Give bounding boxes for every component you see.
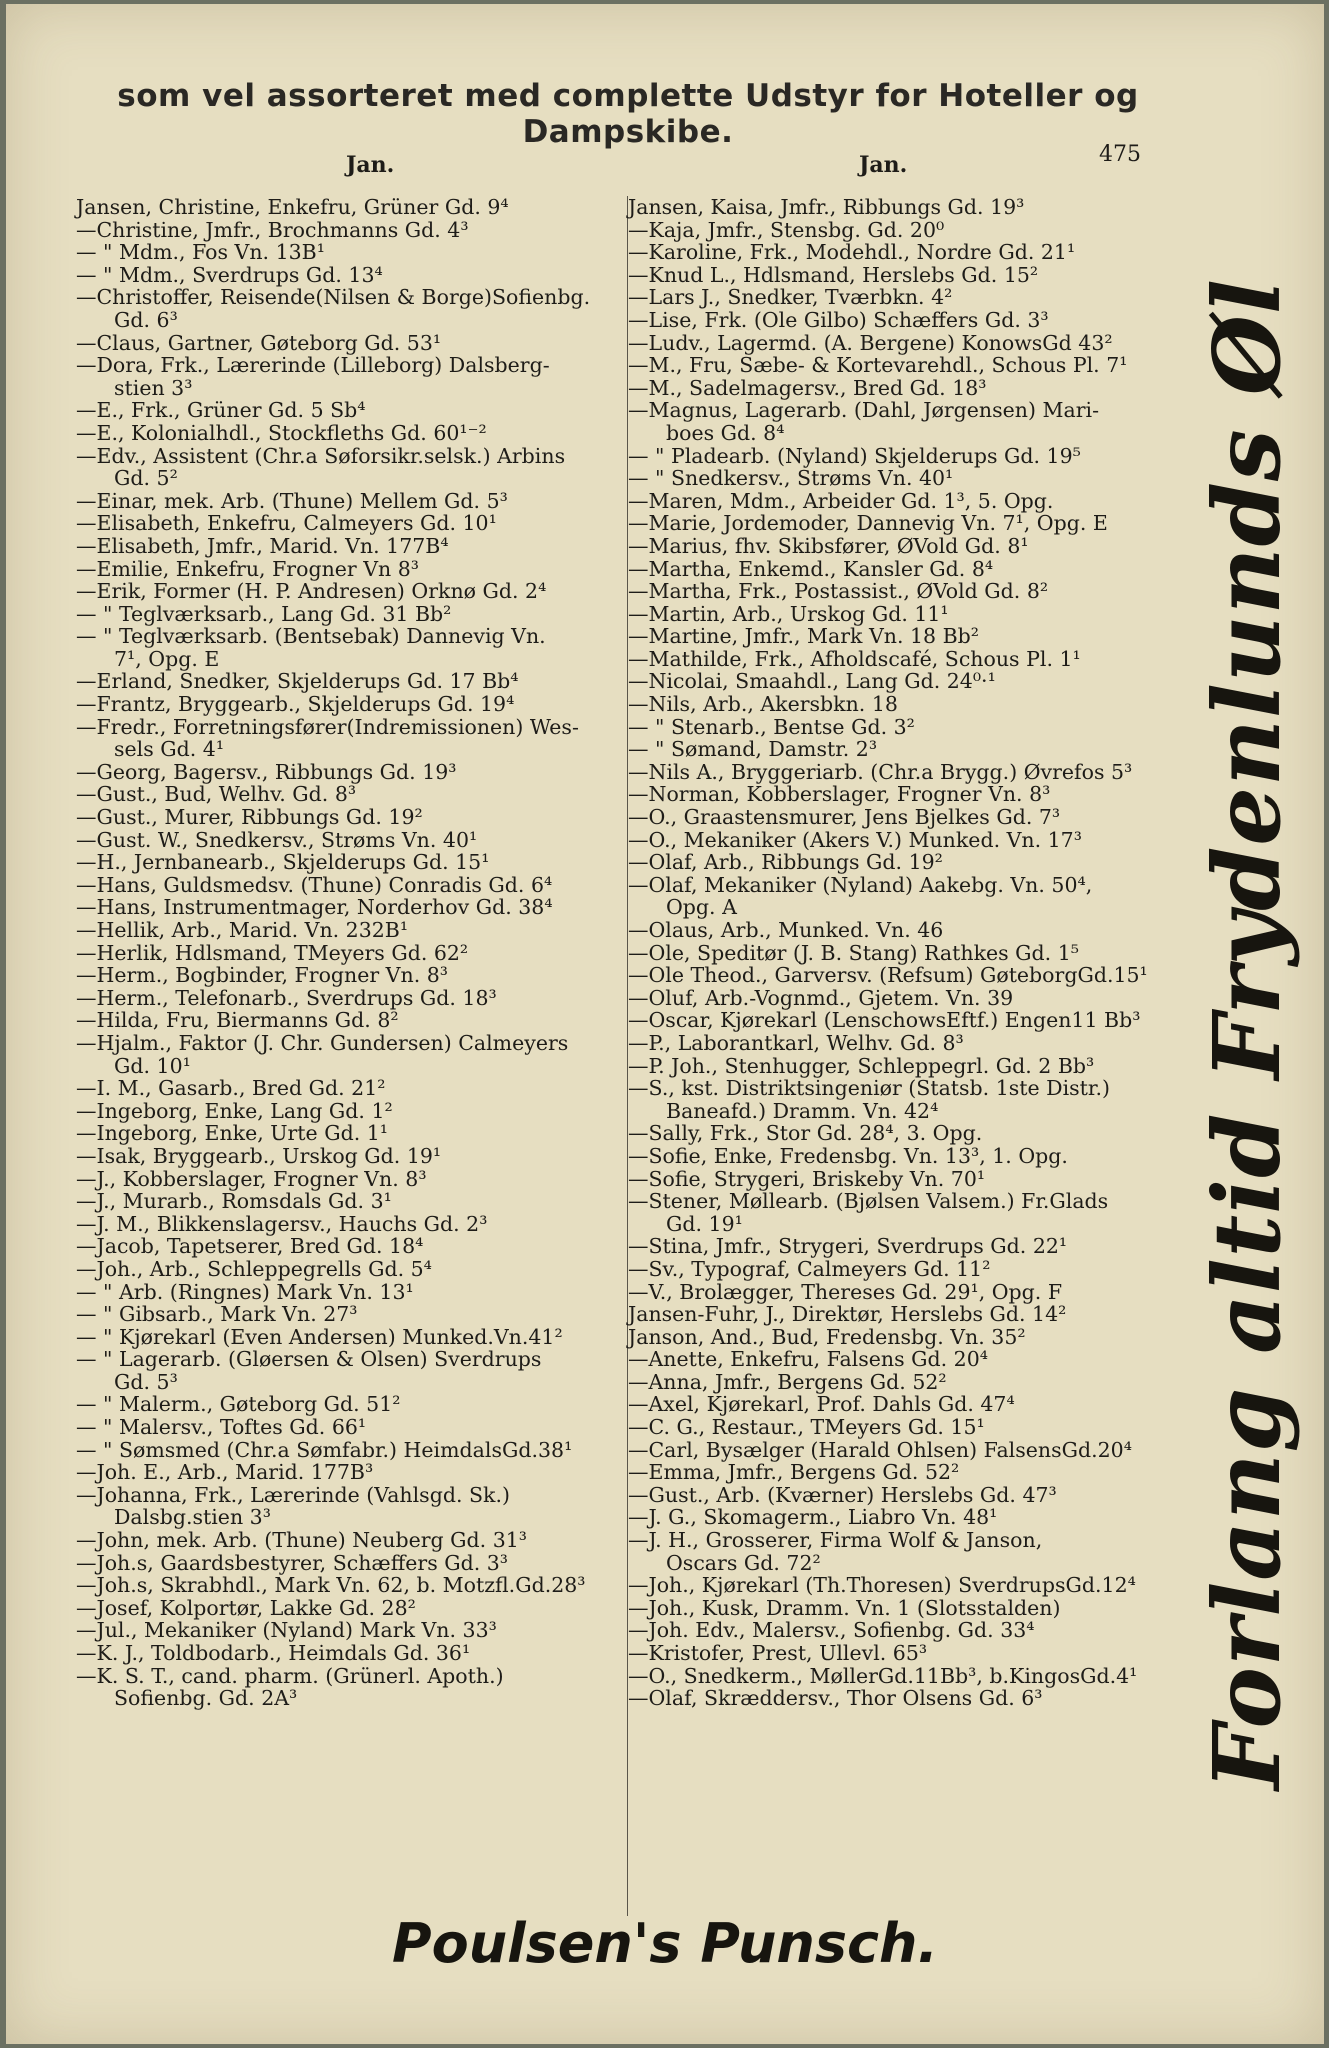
directory-entry-line: —E., Kolonialhdl., Stockfleths Gd. 60¹⁻² [76, 420, 487, 445]
directory-entry-line: —O., Mekaniker (Akers V.) Munked. Vn. 17³ [628, 827, 1082, 852]
directory-entry-line: Jansen-Fuhr, J., Direktør, Herslebs Gd. 14² [628, 1302, 1067, 1327]
directory-entry-line: Gd. 5² [114, 466, 178, 491]
directory-entry-line: —Christine, Jmfr., Brochmanns Gd. 4³ [76, 217, 469, 242]
directory-page [6, 4, 1324, 2044]
directory-entry-line: — " Sømsmed (Chr.a Sømfabr.) HeimdalsGd.38¹ [76, 1437, 573, 1462]
directory-entry-line: — " Malersv., Toftes Gd. 66¹ [76, 1415, 367, 1440]
directory-entry-line: Gd. 5³ [114, 1369, 178, 1394]
directory-entry-line: Gd. 19¹ [666, 1211, 743, 1236]
directory-entry-line: —Johanna, Frk., Lærerinde (Vahlsgd. Sk.) [76, 1482, 510, 1507]
directory-entry-line: Oscars Gd. 72² [666, 1550, 821, 1575]
left-column-entries [76, 196, 634, 1710]
directory-entry-line: Gd. 10¹ [114, 1053, 191, 1078]
directory-entry-line: —Gust., Arb. (Kværner) Herslebs Gd. 47³ [628, 1482, 1057, 1507]
directory-entry-line: —Mathilde, Frk., Afholdscafé, Schous Pl. 1¹ [628, 646, 1081, 671]
directory-entry-line: —I. M., Gasarb., Bred Gd. 21² [76, 1076, 386, 1101]
directory-entry-line: —Joh. E., Arb., Marid. 177B³ [76, 1460, 374, 1485]
directory-entry-line: —Edv., Assistent (Chr.a Søforsikr.selsk.) Arbins [76, 443, 566, 468]
directory-entry-line: —Josef, Kolportør, Lakke Gd. 28² [76, 1595, 416, 1620]
directory-entry-line: —Olaus, Arb., Munked. Vn. 46 [628, 918, 944, 942]
directory-entry-line: —Stina, Jmfr., Strygeri, Sverdrups Gd. 22¹ [628, 1234, 1068, 1259]
directory-entry-line: —Sofie, Strygeri, Briskeby Vn. 70¹ [628, 1166, 986, 1191]
directory-entry-line: —Joh. Edv., Malersv., Sofienbg. Gd. 33⁴ [628, 1618, 1035, 1643]
directory-entry-line: —Dora, Frk., Lærerinde (Lilleborg) Dalsberg- [76, 353, 550, 378]
directory-entry-line: — " Snedkersv., Strøms Vn. 40¹ [628, 466, 954, 491]
directory-entry-line: —Gust. W., Snedkersv., Strøms Vn. 40¹ [76, 827, 478, 852]
directory-entry-line: —Elisabeth, Jmfr., Marid. Vn. 177B⁴ [76, 533, 449, 558]
directory-entry-line: —Axel, Kjørekarl, Prof. Dahls Gd. 47⁴ [628, 1392, 1015, 1417]
directory-entry-line: —Martha, Frk., Postassist., ØVold Gd. 8² [628, 579, 1049, 604]
directory-entry-line: — " Sømand, Damstr. 2³ [628, 737, 878, 762]
directory-entry-line: boes Gd. 8⁴ [666, 420, 785, 445]
directory-entry-line: —Emilie, Enkefru, Frogner Vn 8³ [76, 556, 420, 581]
directory-entry-line: — " Kjørekarl (Even Andersen) Munked.Vn.41² [76, 1324, 563, 1349]
directory-entry-line: —M., Sadelmagersv., Bred Gd. 18³ [628, 375, 987, 400]
directory-entry-line: —Joh.s, Gaardsbestyrer, Schæffers Gd. 3³ [76, 1550, 509, 1575]
directory-entry-line: Baneafd.) Dramm. Vn. 42⁴ [666, 1098, 939, 1123]
directory-entry-line: — " Gibsarb., Mark Vn. 27³ [76, 1302, 358, 1327]
directory-entry-line: —Joh., Arb., Schleppegrells Gd. 5⁴ [76, 1256, 432, 1281]
directory-entry-line: —J. G., Skomagerm., Liabro Vn. 48¹ [628, 1505, 998, 1530]
directory-entry-line: —Claus, Gartner, Gøteborg Gd. 53¹ [76, 330, 442, 355]
directory-entry-line: —S., kst. Distriktsingeniør (Statsb. 1ste Distr.) [628, 1076, 1110, 1101]
directory-entry-line: —Kaja, Jmfr., Stensbg. Gd. 20⁰ [628, 217, 945, 242]
directory-entry-line: —Herm., Bogbinder, Frogner Vn. 8³ [76, 963, 448, 988]
directory-entry-line: —P., Laborantkarl, Welhv. Gd. 8³ [628, 1030, 964, 1055]
directory-entry-line: —Ingeborg, Enke, Lang Gd. 1² [76, 1098, 393, 1123]
directory-entry-line: Janson, And., Bud, Fredensbg. Vn. 35² [628, 1324, 1026, 1349]
directory-entry-line: —Isak, Bryggearb., Urskog Gd. 19¹ [76, 1143, 442, 1168]
directory-entry-line: —Emma, Jmfr., Bergens Gd. 52² [628, 1460, 960, 1485]
directory-entry-line: —Joh., Kjørekarl (Th.Thoresen) SverdrupsGd.12⁴ [628, 1573, 1136, 1598]
directory-entry-line: —Joh.s, Skrabhdl., Mark Vn. 62, b. Motzfl.Gd.28³ [76, 1573, 586, 1598]
directory-entry-line: —H., Jernbanearb., Skjelderups Gd. 15¹ [76, 850, 490, 875]
directory-entry-line: —Olaf, Skræddersv., Thor Olsens Gd. 6³ [628, 1686, 1043, 1711]
directory-entry-line: stien 3³ [114, 375, 193, 400]
directory-entry-line: —Martin, Arb., Urskog Gd. 11¹ [628, 601, 949, 626]
directory-entry-line: —Stener, Møllearb. (Bjølsen Valsem.) Fr.Glads [628, 1189, 1109, 1214]
directory-entry-line: Jansen, Christine, Enkefru, Grüner Gd. 9⁴ [76, 195, 509, 219]
directory-entry-line: —Lise, Frk. (Ole Gilbo) Schæffers Gd. 3³ [628, 307, 1049, 332]
directory-entry-line: —Maren, Mdm., Arbeider Gd. 1³, 5. Opg. [628, 488, 1054, 513]
directory-entry-line: —Anette, Enkefru, Falsens Gd. 20⁴ [628, 1347, 988, 1372]
directory-entry-line: —Jul., Mekaniker (Nyland) Mark Vn. 33³ [76, 1618, 497, 1643]
directory-entry-line: —Anna, Jmfr., Bergens Gd. 52² [628, 1369, 947, 1394]
directory-entry-line: —Marie, Jordemoder, Dannevig Vn. 7¹, Opg. E [628, 511, 1108, 536]
directory-entry-line: —Joh., Kusk, Dramm. Vn. 1 (Slotsstalden) [628, 1595, 1061, 1620]
directory-entry-line: —Sofie, Enke, Fredensbg. Vn. 13³, 1. Opg. [628, 1143, 1068, 1168]
directory-entry-line: Opg. A [666, 895, 737, 920]
directory-entry-line: Gd. 6³ [114, 307, 178, 332]
directory-entry-line: —C. G., Restaur., TMeyers Gd. 15¹ [628, 1415, 985, 1440]
directory-entry-line: — " Stenarb., Bentse Gd. 3² [628, 714, 915, 739]
directory-entry-line: — " Malerm., Gøteborg Gd. 51² [76, 1392, 401, 1417]
directory-entry-line: —Hellik, Arb., Marid. Vn. 232B¹ [76, 918, 409, 942]
directory-entry-line: —J. M., Blikkenslagersv., Hauchs Gd. 2³ [76, 1211, 488, 1236]
directory-entry-line: —K. S. T., cand. pharm. (Grünerl. Apoth.) [76, 1663, 504, 1688]
directory-entry-line: —Gust., Bud, Welhv. Gd. 8³ [76, 782, 357, 807]
directory-entry-line: —Erik, Former (H. P. Andresen) Orknø Gd. 2⁴ [76, 579, 547, 604]
directory-entry-line: —Olaf, Mekaniker (Nyland) Aakebg. Vn. 50⁴, [628, 872, 1093, 897]
directory-entry-line: —Karoline, Frk., Modehdl., Nordre Gd. 21¹ [628, 240, 1076, 265]
directory-entry-line: — " Teglværksarb., Lang Gd. 31 Bb² [76, 601, 452, 626]
directory-entry-line: —Frantz, Bryggearb., Skjelderups Gd. 19⁴ [76, 692, 515, 717]
directory-entry-line: Jansen, Kaisa, Jmfr., Ribbungs Gd. 19³ [628, 195, 1025, 219]
directory-entry-line: —Sally, Frk., Stor Gd. 28⁴, 3. Opg. [628, 1121, 983, 1146]
directory-entry-line: —Jacob, Tapetserer, Bred Gd. 18⁴ [76, 1234, 424, 1259]
directory-entry-line: — " Pladearb. (Nyland) Skjelderups Gd. 19⁵ [628, 443, 1081, 468]
bottom-advert: Poulsen's Punsch. [392, 1912, 938, 1975]
directory-entry-line: 7¹, Opg. E [114, 646, 220, 671]
directory-entry-line: —Ingeborg, Enke, Urte Gd. 1¹ [76, 1121, 388, 1146]
directory-entry-line: —Georg, Bagersv., Ribbungs Gd. 19³ [76, 759, 457, 784]
directory-entry-line: —Knud L., Hdlsmand, Herslebs Gd. 15² [628, 262, 1039, 287]
directory-entry-line: —Ole, Speditør (J. B. Stang) Rathkes Gd. 1⁵ [628, 940, 1079, 965]
directory-entry-line: —Nicolai, Smaahdl., Lang Gd. 24⁰·¹ [628, 669, 996, 694]
top-banner-advert: som vel assorteret med complette Udstyr for Hoteller og Dampskibe. [117, 78, 1139, 150]
directory-entry-line: —Fredr., Forretningsfører(Indremissionen) Wes- [76, 714, 579, 739]
directory-entry-line: —Erland, Snedker, Skjelderups Gd. 17 Bb⁴ [76, 669, 519, 694]
directory-entry-line: —Herlik, Hdlsmand, TMeyers Gd. 62² [76, 940, 469, 965]
directory-entry-line: —Nils A., Bryggeriarb. (Chr.a Brygg.) Øvrefos 5³ [628, 759, 1133, 784]
directory-entry-line: —O., Snedkerm., MøllerGd.11Bb³, b.KingosGd.4¹ [628, 1663, 1138, 1688]
directory-entry-line: —V., Brolægger, Thereses Gd. 29¹, Opg. F [628, 1279, 1063, 1304]
directory-entry-line: —Olaf, Arb., Ribbungs Gd. 19² [628, 850, 943, 875]
directory-entry-line: —E., Frk., Grüner Gd. 5 Sb⁴ [76, 398, 366, 423]
directory-entry-line: Dalsbg.stien 3³ [114, 1505, 271, 1530]
directory-entry-line: —Ole Theod., Garversv. (Refsum) GøteborgGd.15¹ [628, 963, 1148, 988]
directory-entry-line: — " Mdm., Fos Vn. 13B¹ [76, 240, 325, 265]
directory-entry-line: —Martine, Jmfr., Mark Vn. 18 Bb² [628, 624, 980, 649]
directory-entry-line: —Herm., Telefonarb., Sverdrups Gd. 18³ [76, 985, 497, 1010]
directory-entry-line: —Lars J., Snedker, Tværbkn. 4² [628, 285, 953, 310]
right-column-entries [628, 196, 1180, 1710]
directory-entry-line: —Oscar, Kjørekarl (LenschowsEftf.) Engen11 Bb³ [628, 1008, 1141, 1033]
directory-entry-line: —J., Kobberslager, Frogner Vn. 8³ [76, 1166, 427, 1191]
directory-entry-line: —Gust., Murer, Ribbungs Gd. 19² [76, 805, 423, 830]
directory-entry-line: —John, mek. Arb. (Thune) Neuberg Gd. 31³ [76, 1528, 528, 1553]
directory-entry-line: —Nils, Arb., Akersbkn. 18 [628, 692, 898, 717]
directory-entry-line: —J., Murarb., Romsdals Gd. 3¹ [76, 1189, 392, 1214]
directory-entry-line: —Carl, Bysælger (Harald Ohlsen) FalsensGd.20⁴ [628, 1437, 1132, 1462]
directory-entry-line: —M., Fru, Sæbe- & Kortevarehdl., Schous Pl. 7¹ [628, 353, 1128, 378]
directory-entry-line: —Christoffer, Reisende(Nilsen & Borge)Sofienbg. [76, 285, 591, 310]
directory-entry-line: sels Gd. 4¹ [114, 737, 225, 762]
directory-entry-line: — " Lagerarb. (Gløersen & Olsen) Sverdrups [76, 1347, 542, 1372]
directory-entry-line: —Marius, fhv. Skibsfører, ØVold Gd. 8¹ [628, 533, 1029, 558]
directory-entry-line: —Hans, Instrumentmager, Norderhov Gd. 38⁴ [76, 895, 553, 920]
directory-entry-line: —Oluf, Arb.-Vognmd., Gjetem. Vn. 39 [628, 985, 1014, 1010]
side-advert-text: Forlang altid Frydenlunds Øl [1193, 278, 1301, 1790]
directory-entry-line: —Kristofer, Prest, Ullevl. 65³ [628, 1641, 928, 1665]
directory-entry-line: —J. H., Grosserer, Firma Wolf & Janson, [628, 1528, 1043, 1553]
directory-entry-line: — " Mdm., Sverdrups Gd. 13⁴ [76, 262, 383, 287]
directory-entry-line: Sofienbg. Gd. 2A³ [114, 1686, 298, 1711]
directory-entry-line: —Hans, Guldsmedsv. (Thune) Conradis Gd. 6⁴ [76, 872, 553, 897]
directory-entry-line: — " Arb. (Ringnes) Mark Vn. 13¹ [76, 1279, 414, 1304]
directory-entry-line: —Norman, Kobberslager, Frogner Vn. 8³ [628, 782, 1051, 807]
directory-entry-line: —Hilda, Fru, Biermanns Gd. 8² [76, 1008, 399, 1033]
directory-entry-line: —Magnus, Lagerarb. (Dahl, Jørgensen) Mari- [628, 398, 1099, 423]
directory-entry-line: —P. Joh., Stenhugger, Schleppegrl. Gd. 2 Bb³ [628, 1053, 1095, 1078]
directory-entry-line: —Elisabeth, Enkefru, Calmeyers Gd. 10¹ [76, 511, 497, 536]
directory-entry-line: —Sv., Typograf, Calmeyers Gd. 11² [628, 1256, 991, 1281]
directory-entry-line: —O., Graastensmurer, Jens Bjelkes Gd. 7³ [628, 805, 1061, 830]
page-number: 475 [1099, 142, 1141, 167]
left-column-heading: Jan. [346, 152, 395, 178]
directory-entry-line: —Hjalm., Faktor (J. Chr. Gundersen) Calmeyers [76, 1030, 569, 1055]
directory-entry-line: —Einar, mek. Arb. (Thune) Mellem Gd. 5³ [76, 488, 508, 513]
directory-entry-line: —Martha, Enkemd., Kansler Gd. 8⁴ [628, 556, 994, 581]
right-column-heading: Jan. [859, 152, 908, 178]
side-advert [1182, 278, 1312, 1790]
directory-entry-line: —K. J., Toldbodarb., Heimdals Gd. 36¹ [76, 1641, 471, 1665]
directory-entry-line: —Ludv., Lagermd. (A. Bergene) KonowsGd 43² [628, 330, 1113, 355]
directory-entry-line: — " Teglværksarb. (Bentsebak) Dannevig Vn. [76, 624, 546, 649]
